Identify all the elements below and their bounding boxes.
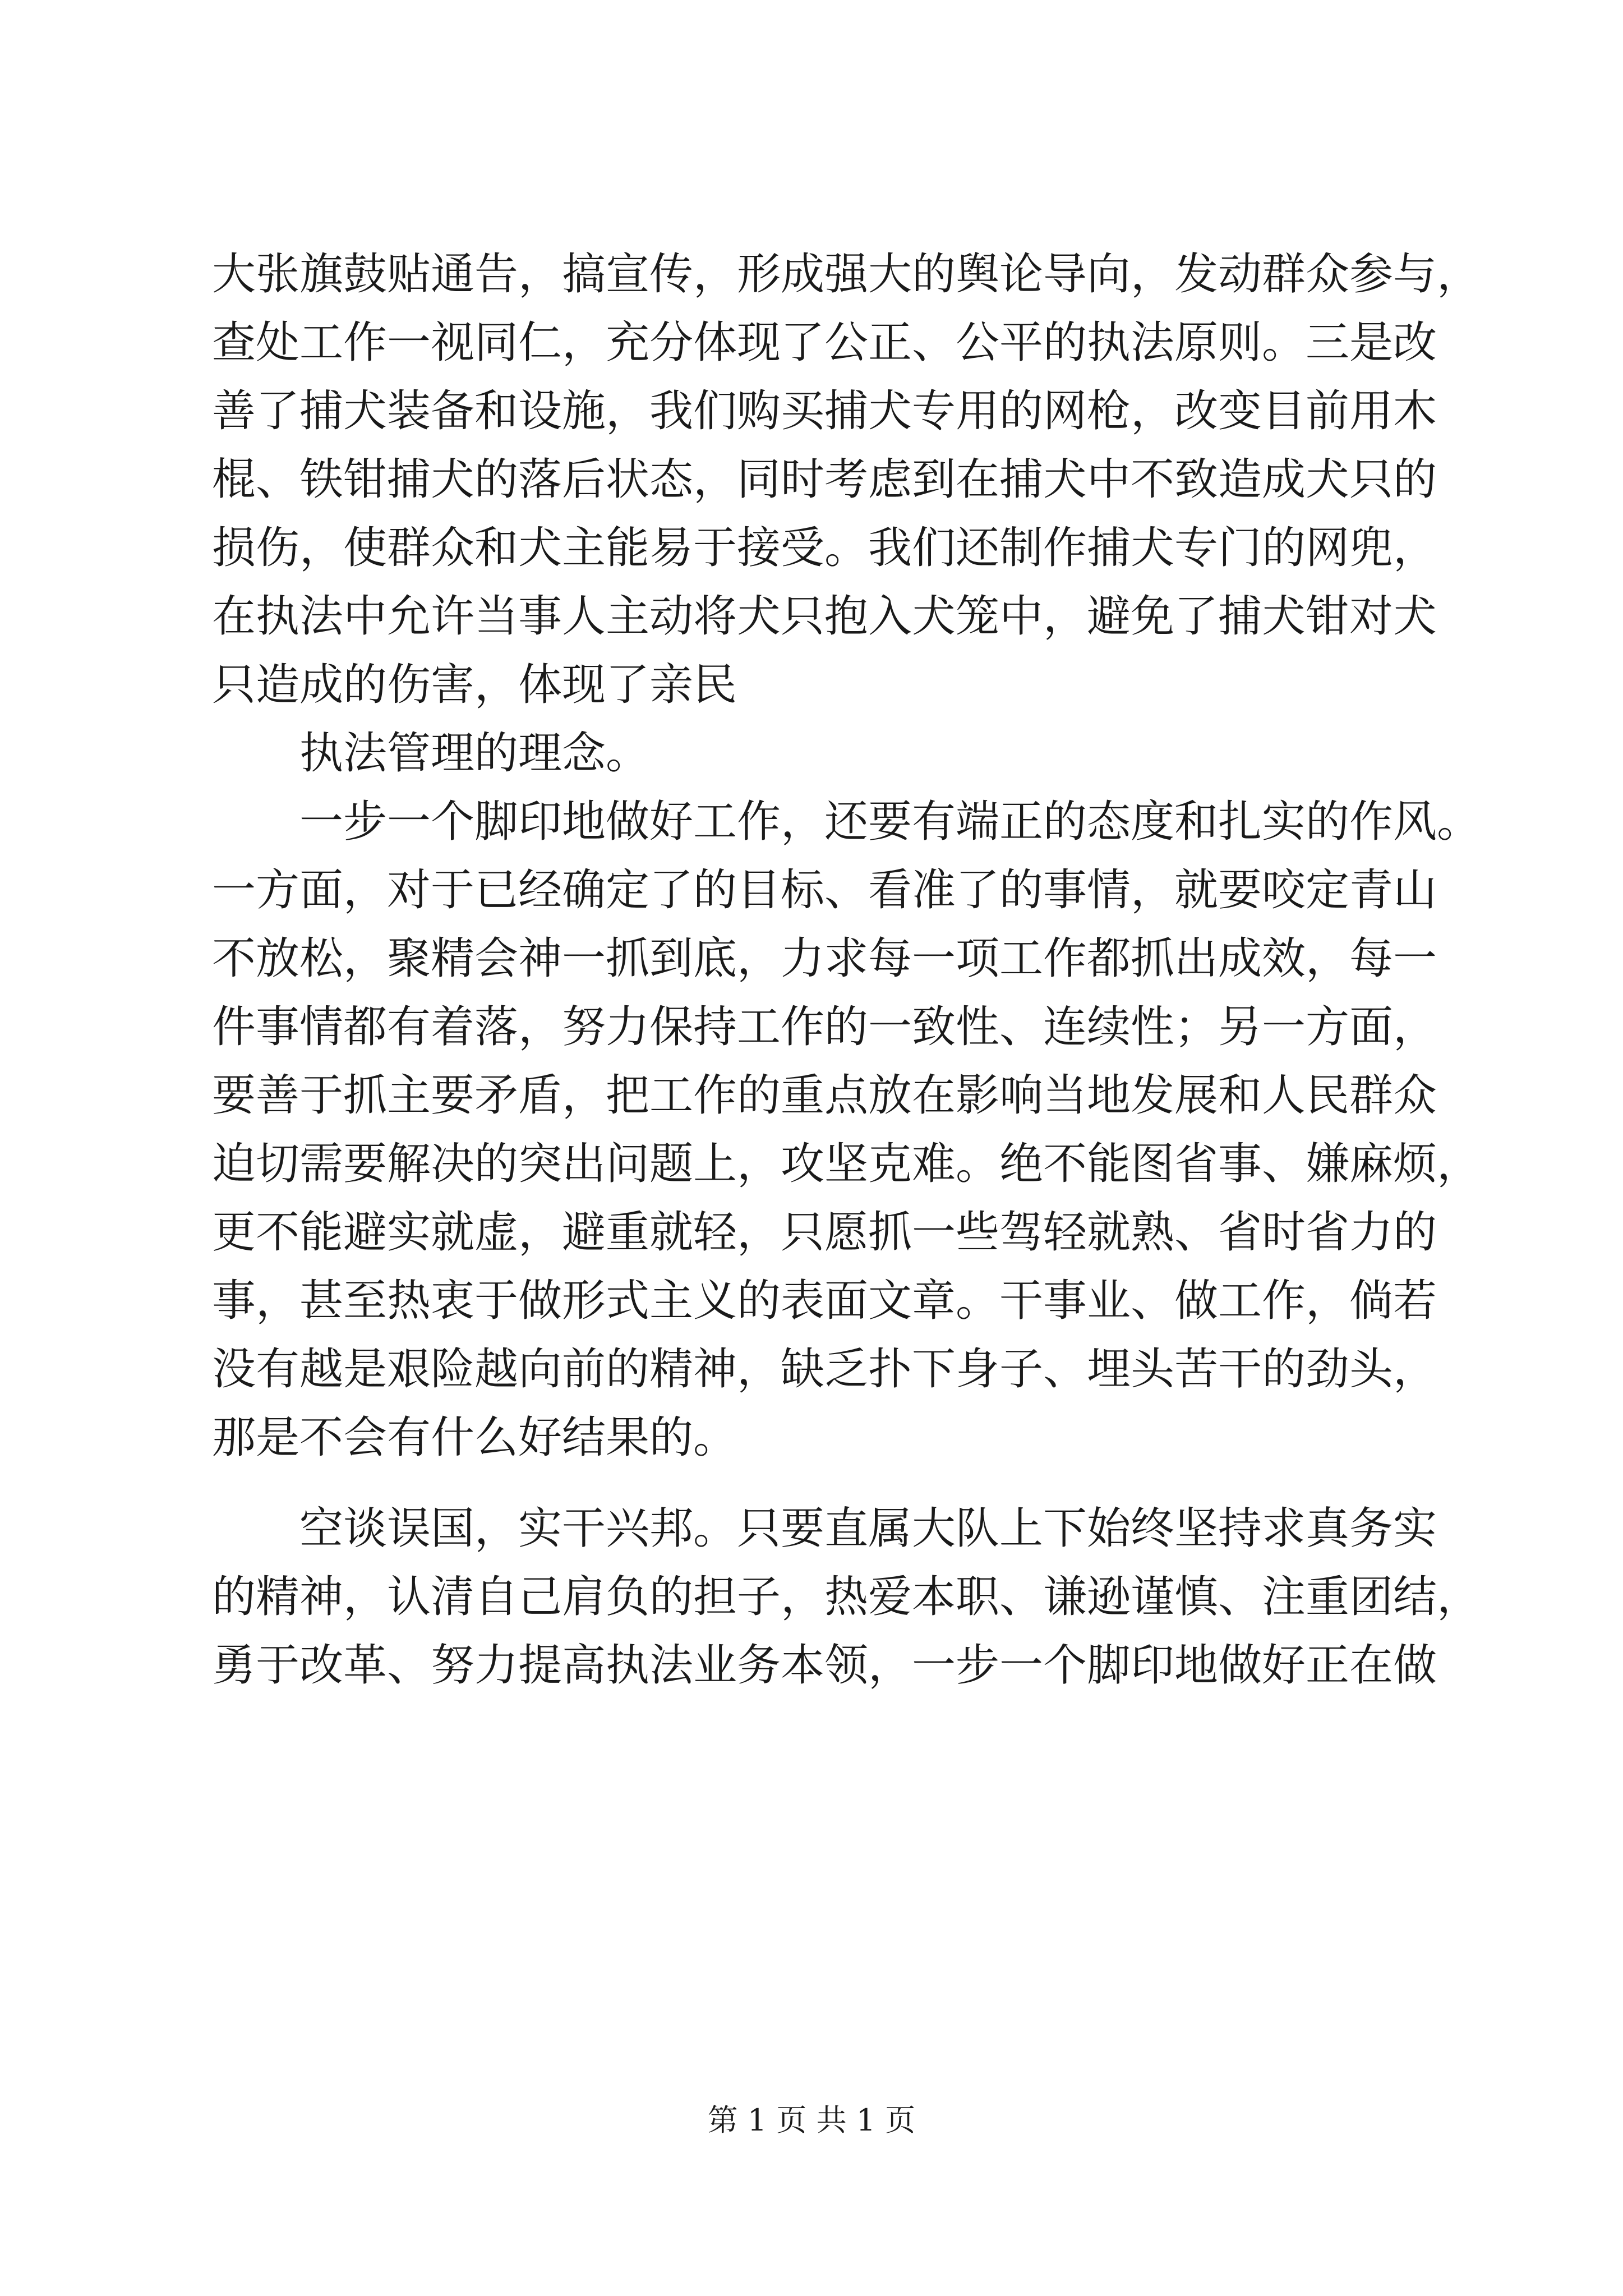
- text-line: 在执法中允许当事人主动将犬只抱入犬笼中，避免了捕犬钳对犬: [212, 591, 1437, 642]
- text-line: 空谈误国，实干兴邦。只要直属大队上下始终坚持求真务实: [299, 1503, 1437, 1554]
- text-line: 棍、铁钳捕犬的落后状态，同时考虑到在捕犬中不致造成犬只的: [212, 454, 1437, 505]
- text-line: 善了捕犬装备和设施，我们购买捕犬专用的网枪，改变目前用木: [212, 386, 1437, 436]
- document-body: [212, 240, 1481, 1700]
- text-line: 勇于改革、努力提高执法业务本领，一步一个脚印地做好正在做: [212, 1640, 1437, 1691]
- text-line: 一步一个脚印地做好工作，还要有端正的态度和扎实的作风。: [299, 797, 1481, 847]
- text-line: 更不能避实就虚，避重就轻，只愿抓一些驾轻就熟、省时省力的: [212, 1207, 1437, 1258]
- text-line: 执法管理的理念。: [299, 728, 650, 779]
- page-footer: [0, 2098, 1623, 2143]
- text-line: 迫切需要解决的突出问题上，攻坚克难。绝不能图省事、嫌麻烦，: [212, 1139, 1481, 1189]
- paragraph-2: [212, 719, 1435, 788]
- text-line: 那是不会有什么好结果的。: [212, 1412, 737, 1463]
- text-line: 的精神，认清自己肩负的担子，热爱本职、谦逊谨慎、注重团结，: [212, 1572, 1481, 1622]
- text-line: 事，甚至热衷于做形式主义的表面文章。干事业、做工作，倘若: [212, 1276, 1437, 1326]
- text-line: 要善于抓主要矛盾，把工作的重点放在影响当地发展和人民群众: [212, 1070, 1437, 1121]
- text-line: 不放松，聚精会神一抓到底，力求每一项工作都抓出成效，每一: [212, 933, 1437, 984]
- text-line: 大张旗鼓贴通告，搞宣传，形成强大的舆论导向，发动群众参与，: [212, 249, 1481, 300]
- text-line: 损伤，使群众和犬主能易于接受。我们还制作捕犬专门的网兜，: [212, 523, 1437, 573]
- page-number-label: 第 1 页 共 1 页: [707, 2102, 916, 2138]
- text-line: 查处工作一视同仁，充分体现了公正、公平的执法原则。三是改: [212, 318, 1437, 368]
- text-line: 件事情都有着落，努力保持工作的一致性、连续性；另一方面，: [212, 1002, 1437, 1052]
- paragraph-4: [212, 1494, 1481, 1700]
- paragraph-1: [212, 240, 1481, 719]
- paragraph-3: [212, 788, 1481, 1472]
- text-line: 一方面，对于已经确定了的目标、看准了的事情，就要咬定青山: [212, 865, 1437, 915]
- text-line: 没有越是艰险越向前的精神，缺乏扑下身子、埋头苦干的劲头，: [212, 1344, 1437, 1395]
- text-line: 只造成的伤害，体现了亲民: [212, 660, 737, 710]
